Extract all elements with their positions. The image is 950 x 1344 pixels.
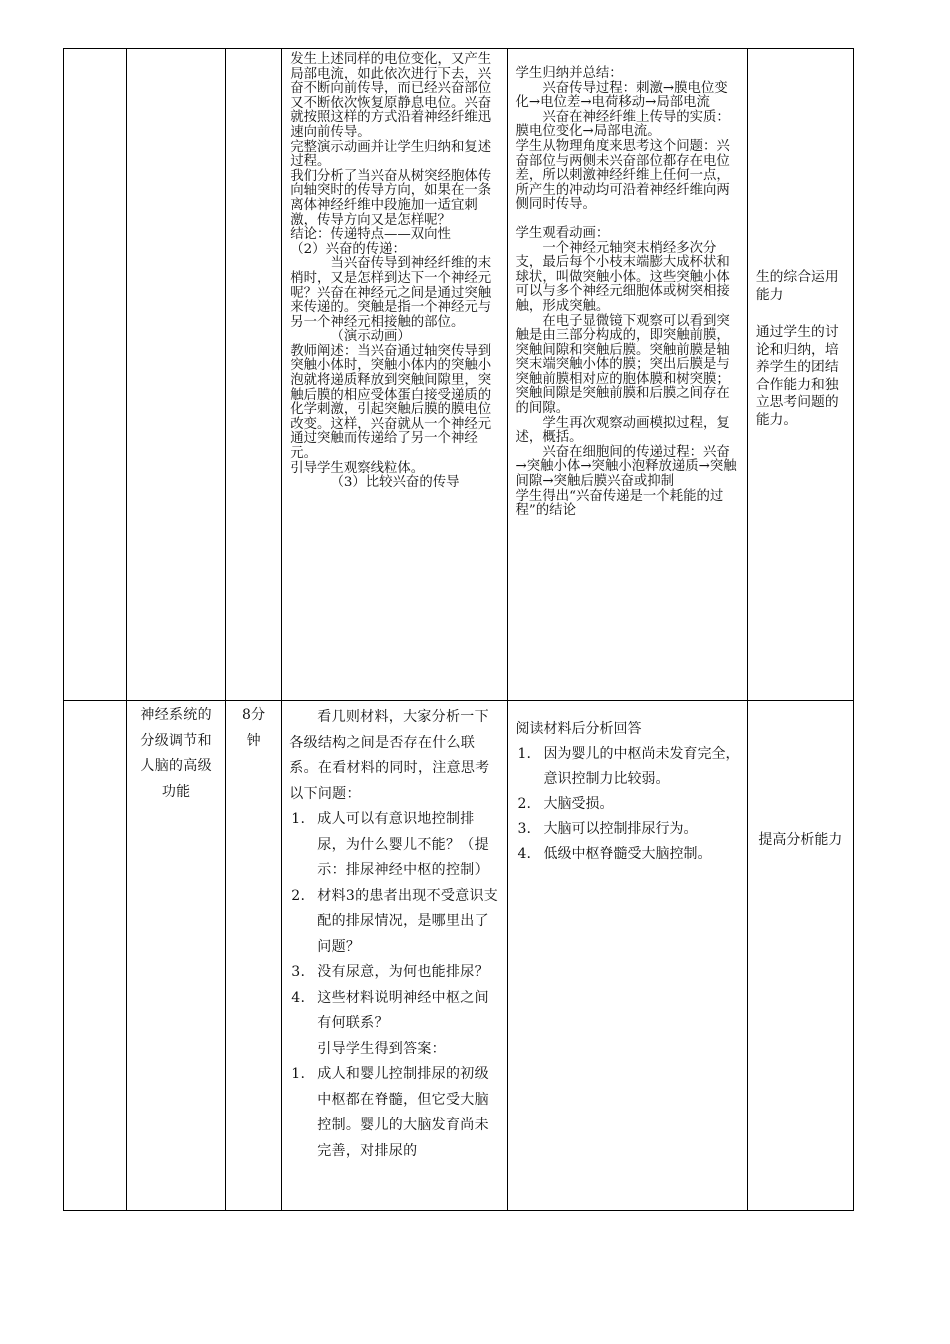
text-paragraph: 教师阐述：当兴奋通过轴突传导到突触小体时，突触小体内的突触小泡就将递质释放到突触间隙里，突触后膜的相应受体蛋白接受递质的化学刺激，引起突触后膜的膜电位改变。这样，兴奋就从一个神经元通过突触而传递给了另一个神经元。 xyxy=(290,343,492,462)
list-number: 2. xyxy=(517,796,531,812)
list-item-text: 成人可以有意识地控制排尿，为什么婴儿不能？（提示：排尿神经中枢的控制） xyxy=(317,811,489,878)
list-item-text: 大脑受损。 xyxy=(543,796,614,812)
objective-text: 提高分析能力 xyxy=(758,832,843,848)
list-item xyxy=(289,1062,499,1164)
lesson-plan-table xyxy=(63,48,854,1211)
list-number: 1. xyxy=(291,1066,306,1082)
list-number: 4. xyxy=(291,989,306,1006)
table-row xyxy=(64,49,854,701)
list-item xyxy=(516,792,740,817)
list-number: 1. xyxy=(517,746,531,762)
text-paragraph: 一个神经元轴突末梢经多次分支，最后每个小枝末端膨大成杯状和球状，叫做突触小体。这些突触小体可以与多个神经元细胞体或树突相接触，形成突触。 xyxy=(515,240,730,314)
text-paragraph: 兴奋在细胞间的传递过程：兴奋→突触小体→突触小泡释放递质→突触间隙→突触后膜兴奋或抑制 xyxy=(515,444,737,490)
student-activity-cell xyxy=(507,701,747,1211)
list-item xyxy=(516,842,740,867)
text-paragraph: 完整演示动画并让学生归纳和复述过程。 xyxy=(290,139,492,170)
list-item xyxy=(516,742,740,792)
teacher-activity-cell xyxy=(282,701,507,1211)
list-item xyxy=(289,960,499,986)
list-number: 2. xyxy=(291,887,306,904)
list-item-text: 低级中枢脊髓受大脑控制。 xyxy=(543,846,712,862)
text-paragraph: 阅读材料后分析回答 xyxy=(515,721,642,737)
text-paragraph: 看几则材料，大家分析一下各级结构之间是否存在什么联系。在看材料的同时，注意思考以下问题： xyxy=(289,709,490,802)
text-paragraph: 学生得出“兴奋传递是一个耗能的过程”的结论 xyxy=(515,488,724,519)
list-item xyxy=(289,986,499,1037)
text-paragraph: 在电子显微镜下观察可以看到突触是由三部分构成的，即突触前膜，突触间隙和突触后膜。突触前膜是轴突末端突触小体的膜；突出后膜是与突触前膜相对应的胞体膜和树突膜；突触间隙是突触前膜和后膜之间存在的间隙。 xyxy=(515,313,730,417)
objective-text: 生的综合运用能力 xyxy=(755,269,839,303)
list-number: 3. xyxy=(517,821,531,837)
text-paragraph: 结论：传递特点——双向性 xyxy=(290,227,451,243)
objective-text: 通过学生的讨论和归纳，培养学生的团结合作能力和独立思考问题的能力。 xyxy=(755,324,839,428)
duration-text: 8分钟 xyxy=(241,707,266,749)
time-cell xyxy=(226,49,282,701)
text-paragraph: 引导学生观察线粒体。 xyxy=(290,460,425,476)
text-paragraph: 学生观看动画： xyxy=(515,225,610,241)
table-row xyxy=(64,701,854,1211)
list-number: 1. xyxy=(291,811,306,827)
topic-title: 神经系统的分级调节和人脑的高级功能 xyxy=(140,707,212,800)
text-paragraph: 兴奋传导过程：刺激→膜电位变化→电位差→电荷移动→局部电流 xyxy=(515,80,728,111)
objective-cell xyxy=(747,701,853,1211)
list-number: 4. xyxy=(517,846,531,862)
text-paragraph: 学生从物理角度来思考这个问题：兴奋部位与两侧未兴奋部位都存在电位差，所以刺激神经纤维上任何一点，所产生的冲动均可沿着神经纤维向两侧同时传导。 xyxy=(515,138,730,213)
text-paragraph: （演示动画） xyxy=(330,329,411,345)
topic-cell xyxy=(127,701,226,1211)
list-item-text: 大脑可以控制排尿行为。 xyxy=(543,821,698,837)
text-paragraph: 我们分析了当兴奋从树突经胞体传向轴突时的传导方向，如果在一条离体神经纤维中段施加一适宜刺激，传导方向又是怎样呢？ xyxy=(290,168,492,228)
section-heading: （2）兴奋的传递： xyxy=(290,241,406,257)
objective-cell xyxy=(747,49,853,701)
list-item xyxy=(516,817,740,842)
text-paragraph: 学生再次观察动画模拟过程，复述，概括。 xyxy=(515,415,730,446)
list-item-text: 成人和婴儿控制排尿的初级中枢都在脊髓，但它受大脑控制。婴儿的大脑发育尚未完善，对排尿的 xyxy=(317,1066,489,1159)
list-item-text: 材料3的患者出现不受意识支配的排尿情况，是哪里出了问题？ xyxy=(317,887,499,955)
topic-cell xyxy=(127,49,226,701)
list-item-text: 没有尿意，为何也能排尿？ xyxy=(317,964,489,980)
question-list xyxy=(289,807,499,1037)
list-item-text: 因为婴儿的中枢尚未发育完全，意识控制力比较弱。 xyxy=(543,746,740,787)
student-answer-list xyxy=(516,742,740,867)
list-item xyxy=(289,884,499,961)
list-item-text: 这些材料说明神经中枢之间有何联系？ xyxy=(317,989,489,1031)
text-paragraph: 引导学生得到答案： xyxy=(317,1040,446,1057)
text-paragraph: 兴奋在神经纤维上传导的实质：膜电位变化→局部电流。 xyxy=(515,109,730,140)
student-activity-cell xyxy=(507,49,747,701)
text-paragraph: 发生上述同样的电位变化，又产生局部电流，如此依次进行下去，兴奋不断向前传导，而已经兴奋部位又不断依次恢复原静息电位。兴奋就按照这样的方式沿着神经纤维迅速向前传导。 xyxy=(290,52,492,140)
teacher-activity-cell xyxy=(282,49,507,701)
text-paragraph: 学生归纳并总结： xyxy=(515,66,623,81)
list-number: 3. xyxy=(291,964,306,980)
section-heading: （3）比较兴奋的传导 xyxy=(330,475,460,491)
list-item xyxy=(289,807,499,884)
time-cell xyxy=(226,701,282,1211)
text-paragraph: 当兴奋传导到神经纤维的末梢时，又是怎样到达下一个神经元呢？兴奋在神经元之间是通过突触来传递的。突触是指一个神经元与另一个神经元相接触的部位。 xyxy=(290,256,492,330)
stage-cell xyxy=(64,701,127,1211)
stage-cell xyxy=(64,49,127,701)
answer-list xyxy=(289,1062,499,1164)
